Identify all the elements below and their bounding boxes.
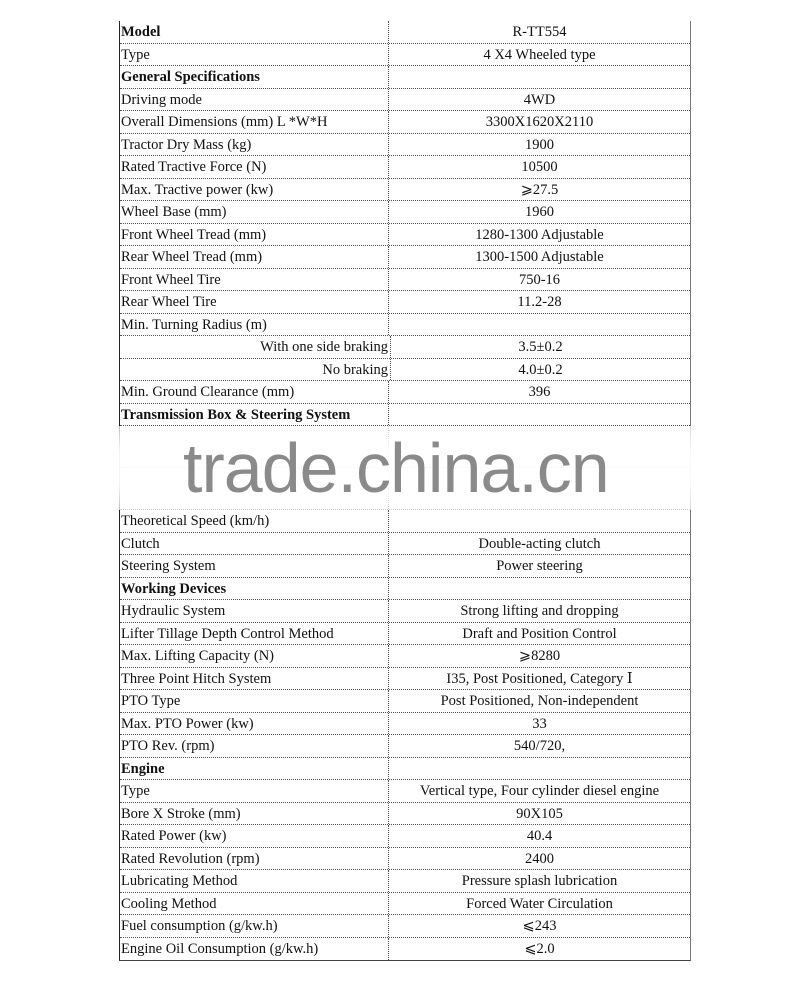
table-row xyxy=(120,156,690,179)
table-row xyxy=(120,938,690,961)
row-value: 4WD xyxy=(523,91,556,108)
row-label: Type xyxy=(120,780,389,802)
table-row xyxy=(120,89,690,112)
row-value: Power steering xyxy=(496,558,583,574)
table-row xyxy=(120,893,690,916)
row-label: Transmission Box & Steering System xyxy=(120,404,389,426)
row-value: 3300X1620X2110 xyxy=(485,114,594,130)
row-label: Clutch xyxy=(120,533,389,555)
row-label: General Specifications xyxy=(120,66,389,88)
table-row xyxy=(120,381,690,404)
row-value: Double-acting clutch xyxy=(478,535,601,552)
row-value: ⩾8280 xyxy=(518,648,561,664)
table-row xyxy=(120,359,690,382)
row-value: R-TT554 xyxy=(512,24,567,40)
table-row xyxy=(120,291,690,314)
table-row xyxy=(120,713,690,736)
row-label: Theoretical Speed (km/h) xyxy=(120,510,389,532)
row-label: Max. Tractive power (kw) xyxy=(120,179,389,201)
row-value xyxy=(389,510,690,532)
table-row xyxy=(120,735,690,758)
row-label: Min. Turning Radius (m) xyxy=(120,314,389,336)
table-row xyxy=(120,224,690,247)
row-label: Engine xyxy=(120,758,389,780)
row-label: Steering System xyxy=(120,555,389,577)
row-label: Rated Tractive Force (N) xyxy=(120,156,389,178)
row-label: No braking xyxy=(120,359,391,381)
row-value xyxy=(389,66,690,88)
row-value xyxy=(389,404,690,426)
row-label: Max. PTO Power (kw) xyxy=(120,713,389,735)
table-row xyxy=(120,44,690,67)
row-value: 1300-1500 Adjustable xyxy=(475,249,604,265)
row-label: Front Wheel Tread (mm) xyxy=(120,224,389,246)
row-value: Vertical type, Four cylinder diesel engine xyxy=(419,783,660,799)
table-row xyxy=(120,600,690,623)
row-label: Working Devices xyxy=(120,578,389,600)
row-label: Min. Ground Clearance (mm) xyxy=(120,381,389,403)
table-row xyxy=(120,179,690,202)
row-label: PTO Rev. (rpm) xyxy=(120,735,389,757)
row-label: Cooling Method xyxy=(120,893,389,915)
row-label: Rear Wheel Tread (mm) xyxy=(120,246,389,268)
row-value: 4 X4 Wheeled type xyxy=(483,46,596,63)
section-header-row xyxy=(120,758,690,781)
section-header-row xyxy=(120,21,690,44)
row-value: 1280-1300 Adjustable xyxy=(475,226,604,243)
table-row xyxy=(120,246,690,269)
table-row xyxy=(120,533,690,556)
row-value: ⩾27.5 xyxy=(520,181,559,198)
row-value xyxy=(389,314,690,336)
row-label: Wheel Base (mm) xyxy=(120,201,389,223)
row-value xyxy=(389,578,690,600)
table-row xyxy=(120,690,690,713)
row-label: Lifter Tillage Depth Control Method xyxy=(120,623,389,645)
table-row xyxy=(120,780,690,803)
table-row xyxy=(120,915,690,938)
watermark: trade.china.cn xyxy=(183,429,609,507)
table-row xyxy=(120,803,690,826)
row-label: Three Point Hitch System xyxy=(120,668,389,690)
row-value: Forced Water Circulation xyxy=(466,895,613,912)
row-value: 4.0±0.2 xyxy=(518,361,563,378)
table-row xyxy=(120,555,690,578)
row-value: 540/720, xyxy=(513,738,566,754)
row-label: Model xyxy=(120,21,389,43)
row-label: Type xyxy=(120,44,389,66)
table-row xyxy=(120,510,690,533)
row-label: Rated Power (kw) xyxy=(120,825,389,847)
row-value: 750-16 xyxy=(518,271,561,288)
row-label: Rated Revolution (rpm) xyxy=(120,848,389,870)
row-label: Driving mode xyxy=(120,89,389,111)
row-label: Front Wheel Tire xyxy=(120,269,389,291)
row-value: Strong lifting and dropping xyxy=(460,603,619,619)
row-label: Tractor Dry Mass (kg) xyxy=(120,134,389,156)
table-row xyxy=(120,134,690,157)
table-row xyxy=(120,336,690,359)
table-row xyxy=(120,314,690,337)
row-value: I35, Post Positioned, Category Ⅰ xyxy=(446,670,633,687)
row-value: ⩽243 xyxy=(522,918,557,934)
row-value: 10500 xyxy=(521,159,558,175)
table-row xyxy=(120,269,690,292)
table-row xyxy=(120,668,690,691)
table-row xyxy=(120,201,690,224)
row-value: Draft and Position Control xyxy=(462,625,617,642)
row-value xyxy=(389,758,690,780)
row-value: 3.5±0.2 xyxy=(518,339,563,355)
row-value: 2400 xyxy=(525,850,554,867)
row-value: 1900 xyxy=(525,136,554,153)
table-row xyxy=(120,645,690,668)
table-row xyxy=(120,111,690,134)
row-label: Engine Oil Consumption (g/kw.h) xyxy=(120,938,389,961)
table-row xyxy=(120,870,690,893)
section-header-row xyxy=(120,404,690,427)
table-row xyxy=(120,848,690,871)
row-label: PTO Type xyxy=(120,690,389,712)
row-label: Hydraulic System xyxy=(120,600,389,622)
row-label: Bore X Stroke (mm) xyxy=(120,803,389,825)
row-value: 33 xyxy=(532,715,547,732)
section-header-row xyxy=(120,66,690,89)
row-label: Rear Wheel Tire xyxy=(120,291,389,313)
row-label: Fuel consumption (g/kw.h) xyxy=(120,915,389,937)
row-value: 11.2-28 xyxy=(517,294,562,310)
row-value: 90X105 xyxy=(516,805,563,822)
row-value: ⩽2.0 xyxy=(524,940,555,957)
row-label: Max. Lifting Capacity (N) xyxy=(120,645,389,667)
table-row xyxy=(120,825,690,848)
row-label: With one side braking xyxy=(120,336,391,358)
row-label: Lubricating Method xyxy=(120,870,389,892)
row-value: 40.4 xyxy=(526,828,553,844)
row-value: 1960 xyxy=(525,204,554,220)
section-header-row xyxy=(120,578,690,601)
row-label: Overall Dimensions (mm) L *W*H xyxy=(120,111,389,133)
row-value: 396 xyxy=(528,384,551,400)
row-value: Post Positioned, Non-independent xyxy=(440,693,639,709)
table-row xyxy=(120,623,690,646)
row-value: Pressure splash lubrication xyxy=(461,873,618,889)
